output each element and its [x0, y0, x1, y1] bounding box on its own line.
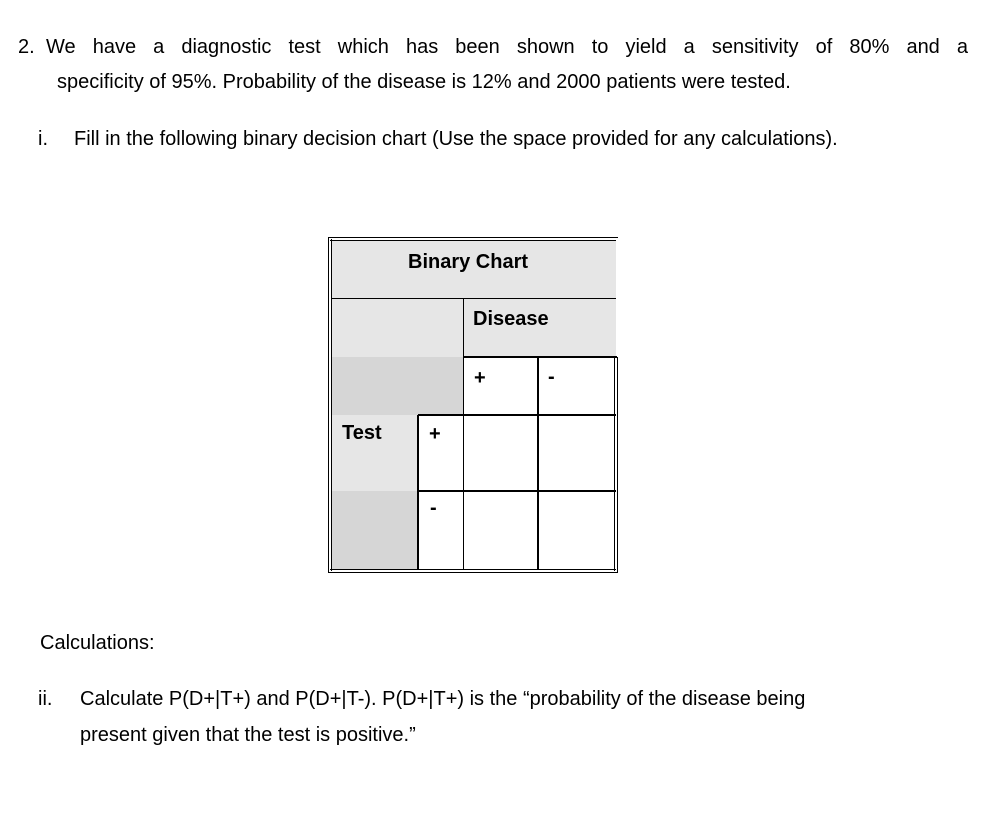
disease-negative-label: -	[548, 366, 555, 388]
border-line	[328, 572, 618, 573]
border-line	[328, 237, 329, 573]
border-line	[330, 569, 616, 570]
chart-corner-cell	[332, 357, 463, 415]
part-ii-text-line-1: Calculate P(D+|T+) and P(D+|T-). P(D+|T+) is the “probability of the disease being	[80, 688, 806, 710]
part-i-instruction: Fill in the following binary decision chart (Use the space provided for any calculations).	[74, 128, 838, 150]
disease-negative-cell	[538, 357, 616, 415]
grid-line	[332, 298, 616, 299]
test-positive-label: +	[429, 423, 441, 445]
grid-line	[417, 415, 419, 570]
binary-chart	[328, 237, 618, 573]
test-negative-label: -	[430, 497, 437, 519]
test-label: Test	[342, 422, 382, 444]
calculations-label: Calculations:	[40, 632, 155, 654]
disease-label: Disease	[473, 308, 549, 330]
true-positive-cell[interactable]	[463, 415, 538, 491]
border-line	[331, 239, 332, 571]
chart-title: Binary Chart	[408, 251, 529, 273]
chart-blank-header-cell	[332, 299, 463, 357]
true-negative-cell[interactable]	[538, 491, 616, 569]
false-positive-cell[interactable]	[538, 415, 616, 491]
test-label-cell	[332, 415, 418, 491]
question-text-line-1: We have a diagnostic test which has been shown to yield a sensitivity of 80% and a	[46, 36, 968, 58]
test-negative-cell	[418, 491, 463, 569]
border-line	[617, 357, 618, 573]
test-positive-cell	[418, 415, 463, 491]
grid-line	[463, 298, 464, 570]
question-number: 2.	[18, 36, 35, 58]
part-i-number: i.	[38, 128, 48, 150]
border-line	[614, 357, 615, 571]
test-lower-shaded-cell	[332, 491, 418, 569]
border-line	[330, 240, 616, 241]
question-text-line-2: specificity of 95%. Probability of the disease is 12% and 2000 patients were tested.	[57, 71, 791, 93]
disease-positive-cell	[463, 357, 538, 415]
part-ii-text-line-2: present given that the test is positive.”	[80, 724, 416, 746]
part-ii-number: ii.	[38, 688, 53, 710]
grid-line	[537, 357, 539, 570]
false-negative-cell[interactable]	[463, 491, 538, 569]
disease-positive-label: +	[474, 367, 486, 389]
border-line	[328, 237, 618, 238]
grid-line	[418, 414, 616, 416]
grid-line	[463, 356, 617, 358]
chart-disease-header-cell	[463, 299, 616, 357]
chart-title-cell	[332, 241, 616, 299]
grid-line	[418, 490, 616, 492]
